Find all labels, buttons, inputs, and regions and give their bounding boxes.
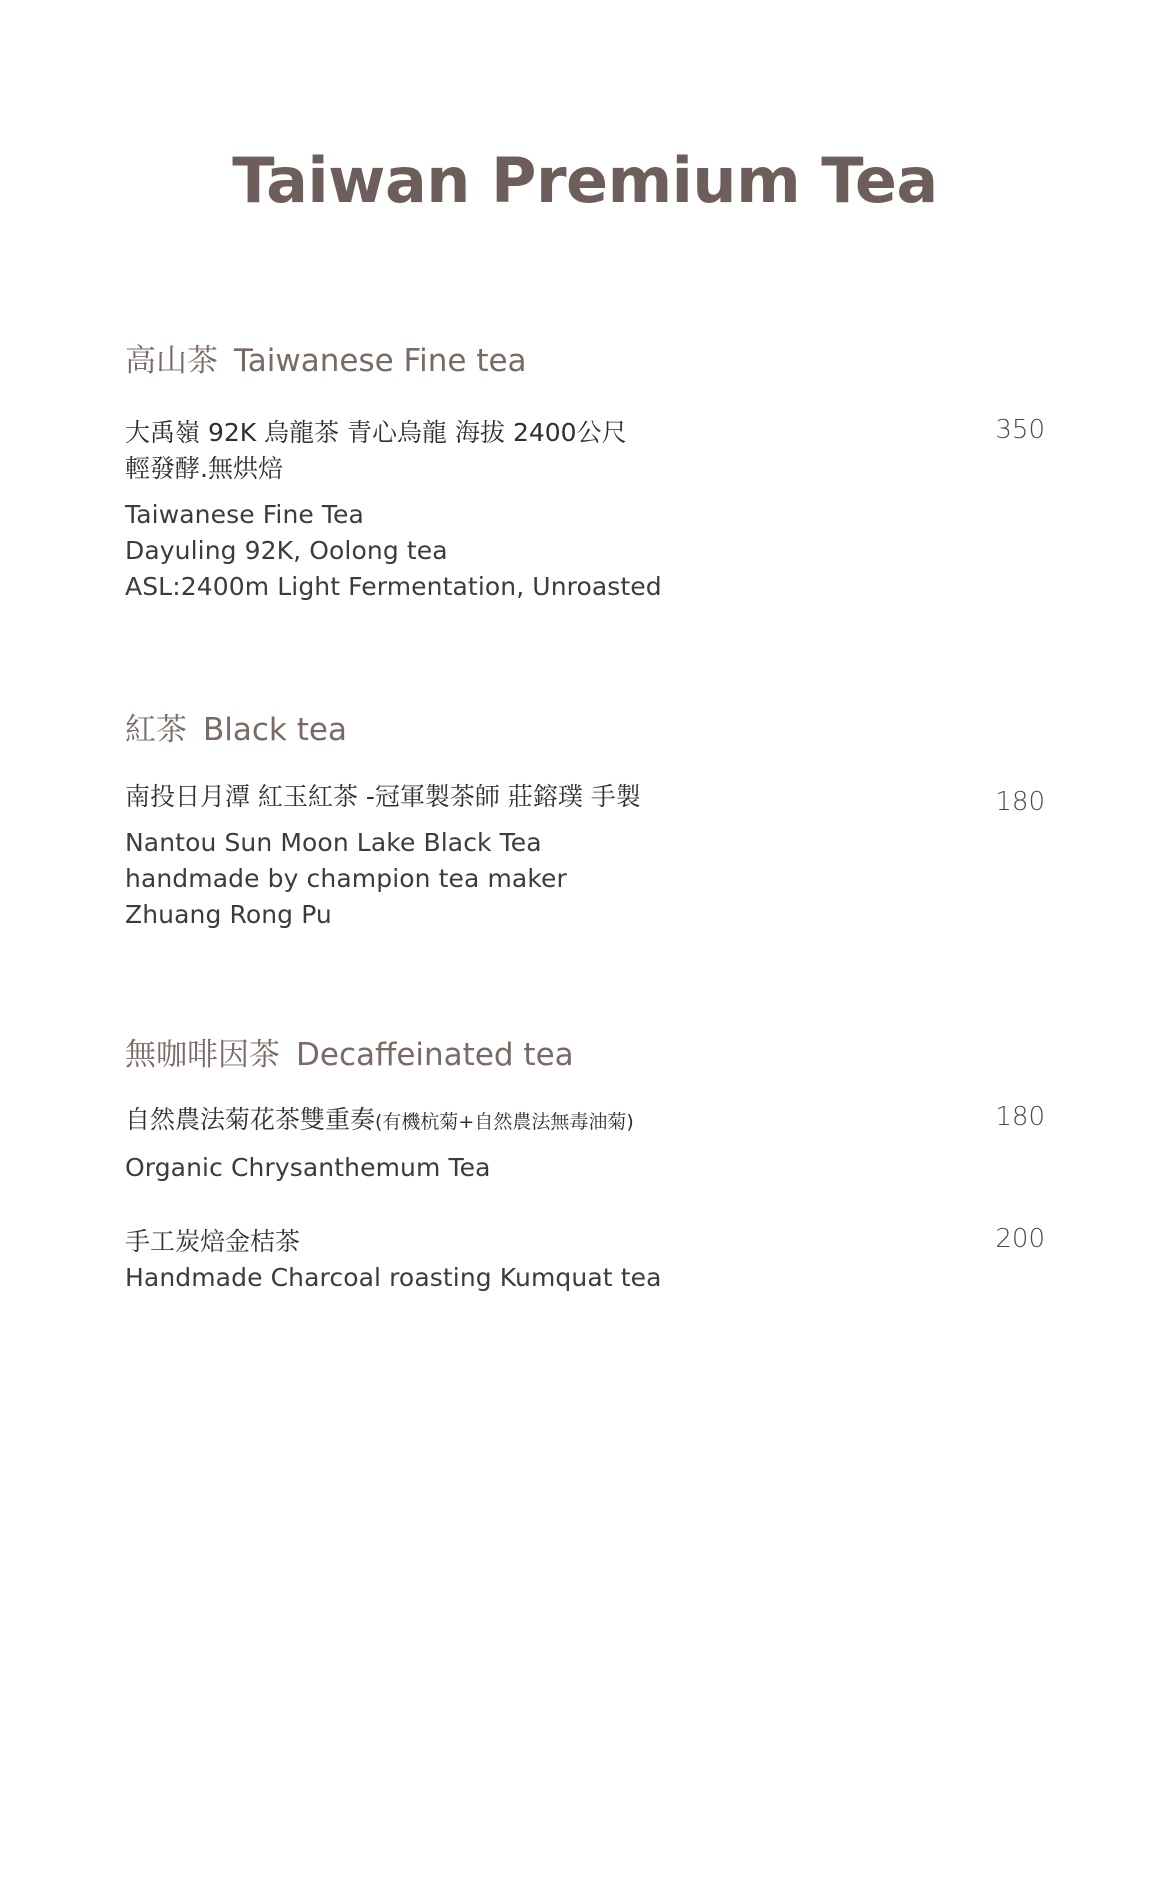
item-name-en: Handmade Charcoal roasting Kumquat tea [125,1263,662,1293]
item-desc-en: Zhuang Rong Pu [125,900,332,930]
section-heading-en: Taiwanese Fine tea [234,343,527,379]
menu-item [125,779,1045,933]
section-heading [125,712,1045,749]
section-heading [125,1037,1045,1074]
item-price: 180 [995,1102,1045,1133]
item-price: 200 [995,1224,1045,1255]
section-decaf-tea [125,1037,1045,1296]
section-heading-zh: 紅茶 [125,712,187,748]
item-name-zh: 大禹嶺 92K 烏龍茶 青心烏龍 海拔 2400公尺 [125,418,627,448]
menu-item [125,415,1045,605]
section-heading [125,343,1045,380]
section-fine-tea [125,343,1045,605]
item-name-zh: 手工炭焙金桔茶 [125,1227,301,1257]
item-desc-en: ASL:2400m Light Fermentation, Unroasted [125,572,662,602]
item-name-zh: 輕發酵.無烘焙 [125,454,283,484]
item-name-zh-main: 自然農法菊花茶雙重奏 [125,1105,376,1135]
section-black-tea [125,712,1045,933]
item-price: 180 [995,787,1045,818]
item-name-zh: 南投日月潭 紅玉紅茶 -冠軍製茶師 莊鎔璞 手製 [125,782,641,812]
item-name-en: Nantou Sun Moon Lake Black Tea [125,828,542,858]
item-name-zh [125,1102,1045,1140]
section-heading-zh: 高山茶 [125,343,218,379]
section-heading-en: Decaffeinated tea [296,1037,574,1073]
item-name-en: Taiwanese Fine Tea [125,500,364,530]
item-note-zh: (有機杭菊+自然農法無毒油菊) [375,1111,634,1134]
item-desc-en: handmade by champion tea maker [125,864,567,894]
menu-item [125,1102,1045,1186]
item-price: 350 [995,415,1045,446]
section-heading-zh: 無咖啡因茶 [125,1037,280,1073]
menu-item [125,1224,1045,1296]
item-desc-en: Dayuling 92K, Oolong tea [125,536,448,566]
page-title: Taiwan Premium Tea [232,144,938,217]
section-heading-en: Black tea [203,712,347,748]
item-name-en: Organic Chrysanthemum Tea [125,1153,491,1183]
